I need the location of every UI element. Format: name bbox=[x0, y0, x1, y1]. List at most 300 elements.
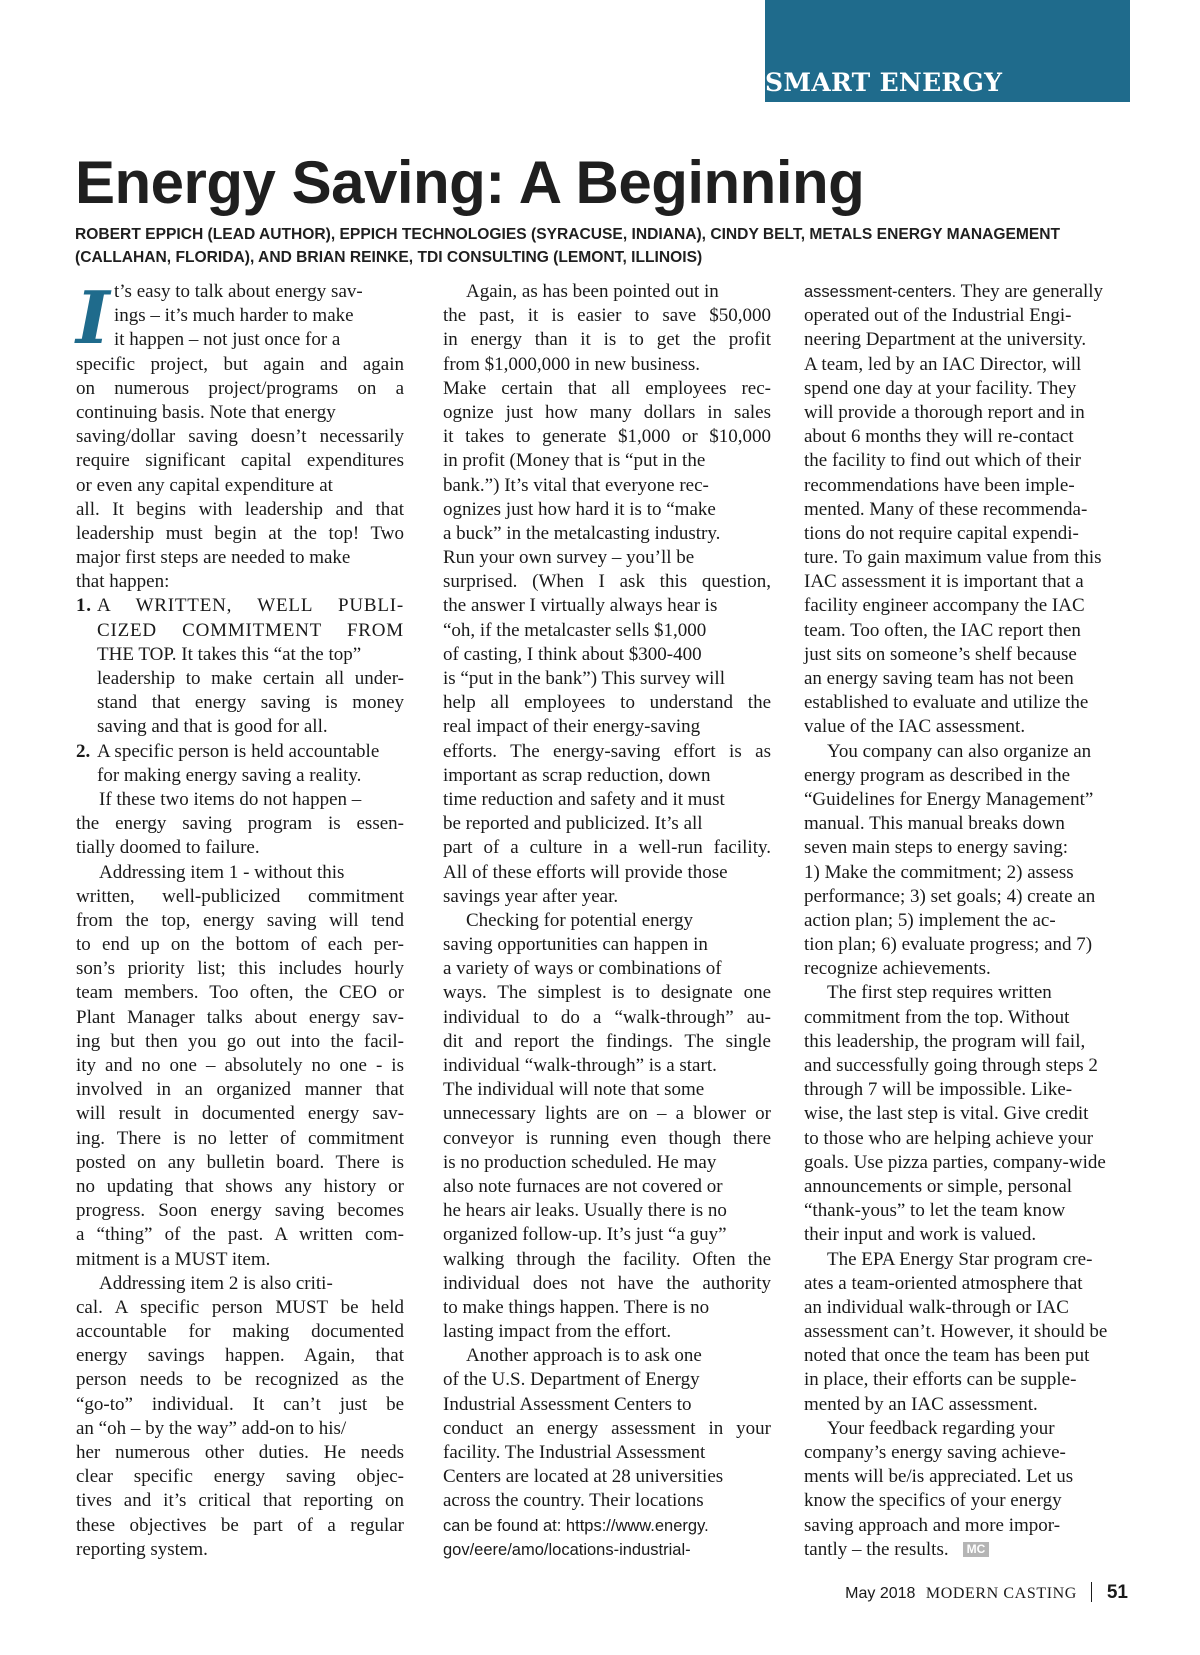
text-line bbox=[443, 353, 771, 377]
text-line bbox=[804, 425, 1132, 449]
text-line bbox=[76, 933, 404, 957]
text-line bbox=[76, 1102, 404, 1126]
text-line bbox=[76, 474, 404, 498]
text-line bbox=[443, 1441, 771, 1465]
line-text: involved in an organized manner that bbox=[76, 1079, 404, 1101]
text-line bbox=[804, 836, 1132, 860]
page-footer bbox=[845, 1582, 1128, 1604]
text-line bbox=[804, 715, 1132, 739]
text-line bbox=[76, 546, 404, 570]
line-text: mitment is a MUST item. bbox=[76, 1248, 271, 1270]
text-line bbox=[804, 812, 1132, 836]
text-line bbox=[76, 667, 404, 691]
line-text: across the country. Their locations bbox=[443, 1490, 704, 1512]
line-text: tion plan; 6) evaluate progress; and 7) bbox=[804, 934, 1093, 956]
line-text: All of these efforts will provide those bbox=[443, 861, 728, 883]
text-line bbox=[76, 1272, 404, 1296]
line-text: goals. Use pizza parties, company-wide bbox=[804, 1151, 1106, 1173]
text-line bbox=[804, 449, 1132, 473]
line-text: stand that energy saving is money bbox=[97, 692, 404, 714]
text-line bbox=[804, 1030, 1132, 1054]
text-line bbox=[804, 1296, 1132, 1320]
text-line bbox=[804, 546, 1132, 570]
text-line bbox=[443, 1175, 771, 1199]
text-line bbox=[443, 1127, 771, 1151]
line-text: progress. Soon energy saving becomes bbox=[76, 1200, 404, 1222]
end-mark: MC bbox=[963, 1542, 990, 1557]
line-text: all. It begins with leadership and that bbox=[76, 498, 404, 520]
text-fragment: They are generally bbox=[956, 281, 1104, 302]
text-line bbox=[443, 715, 771, 739]
line-text: tially doomed to failure. bbox=[76, 837, 260, 859]
text-line bbox=[443, 1151, 771, 1175]
issue-date: May 2018 bbox=[845, 1585, 916, 1602]
text-line bbox=[76, 619, 404, 643]
line-text: manual. This manual breaks down bbox=[804, 813, 1065, 835]
text-line bbox=[443, 1030, 771, 1054]
text-line bbox=[443, 280, 771, 304]
text-line bbox=[804, 353, 1132, 377]
line-text: saving/dollar saving doesn’t necessarily bbox=[76, 426, 404, 448]
line-text: unnecessary lights are on – a blower or bbox=[443, 1103, 771, 1125]
text-line bbox=[76, 449, 404, 473]
line-text: facility engineer accompany the IAC bbox=[804, 595, 1085, 617]
text-line bbox=[76, 353, 404, 377]
line-text: saving opportunities can happen in bbox=[443, 934, 708, 956]
text-line bbox=[76, 788, 404, 812]
text-line bbox=[804, 1199, 1132, 1223]
line-text: walking through the facility. Often the bbox=[443, 1248, 771, 1270]
line-text: know the specifics of your energy bbox=[804, 1490, 1062, 1512]
line-text: continuing basis. Note that energy bbox=[76, 401, 336, 423]
line-text: efforts. The energy-saving effort is as bbox=[443, 740, 771, 762]
text-line bbox=[804, 740, 1132, 764]
line-text: value of the IAC assessment. bbox=[804, 716, 1026, 738]
line-text: be reported and publicized. It’s all bbox=[443, 813, 703, 835]
line-text: leadership must begin at the top! Two bbox=[76, 522, 404, 544]
line-text: from $1,000,000 in new business. bbox=[443, 353, 701, 375]
text-line bbox=[804, 788, 1132, 812]
text-line bbox=[443, 909, 771, 933]
text-line bbox=[443, 449, 771, 473]
text-line bbox=[443, 328, 771, 352]
line-text: ates a team-oriented atmosphere that bbox=[804, 1272, 1083, 1294]
line-text: saving approach and more impor- bbox=[804, 1514, 1061, 1536]
line-text: it happen – not just once for a bbox=[114, 329, 341, 351]
text-line bbox=[76, 1296, 404, 1320]
line-text: mented by an IAC assessment. bbox=[804, 1393, 1038, 1415]
text-line bbox=[804, 328, 1132, 352]
line-text: in profit (Money that is “put in the bbox=[443, 450, 706, 472]
line-text: Run your own survey – you’ll be bbox=[443, 547, 695, 569]
line-text: saving and that is good for all. bbox=[97, 716, 328, 738]
text-line bbox=[76, 1538, 404, 1562]
text-line bbox=[76, 1151, 404, 1175]
text-line bbox=[804, 1417, 1132, 1441]
line-text: tives and it’s critical that reporting on bbox=[76, 1490, 404, 1512]
text-line bbox=[76, 1489, 404, 1513]
text-line bbox=[76, 594, 404, 618]
line-text: her numerous other duties. He needs bbox=[76, 1442, 404, 1463]
line-text: of the U.S. Department of Energy bbox=[443, 1369, 700, 1391]
text-line bbox=[804, 1102, 1132, 1126]
text-line bbox=[804, 594, 1132, 618]
text-line bbox=[443, 691, 771, 715]
text-line bbox=[76, 1078, 404, 1102]
text-line bbox=[443, 1054, 771, 1078]
text-line bbox=[443, 1102, 771, 1126]
line-text: individual “walk-through” is a start. bbox=[443, 1055, 717, 1076]
text-line bbox=[443, 498, 771, 522]
line-text: the answer I virtually always hear is bbox=[443, 595, 718, 617]
text-line bbox=[76, 570, 404, 594]
text-line bbox=[443, 1223, 771, 1247]
line-text: announcements or simple, personal bbox=[804, 1175, 1073, 1197]
text-line bbox=[76, 1199, 404, 1223]
line-text: leadership to make certain all under- bbox=[97, 668, 404, 689]
line-text: to make things happen. There is no bbox=[443, 1296, 710, 1318]
line-text: surprised. (When I ask this question, bbox=[443, 571, 771, 593]
line-text: lasting impact from the effort. bbox=[443, 1321, 672, 1343]
text-line bbox=[76, 1417, 404, 1441]
line-text: no updating that shows any history or bbox=[76, 1175, 404, 1197]
text-line bbox=[443, 740, 771, 764]
text-line bbox=[443, 1006, 771, 1030]
line-text: cal. A specific person MUST be held bbox=[76, 1296, 404, 1318]
line-text: action plan; 5) implement the ac- bbox=[804, 909, 1056, 931]
text-line bbox=[76, 764, 404, 788]
text-line bbox=[443, 1248, 771, 1272]
line-text: will provide a thorough report and in bbox=[804, 401, 1085, 423]
line-text: ognize just how many dollars in sales bbox=[443, 401, 771, 423]
line-text: conduct an energy assessment in your bbox=[443, 1417, 771, 1439]
line-text: important as scrap reduction, down bbox=[443, 764, 711, 786]
line-text: major first steps are needed to make bbox=[76, 547, 351, 569]
page-number: 51 bbox=[1106, 1582, 1128, 1603]
text-line bbox=[804, 1272, 1132, 1296]
text-line bbox=[76, 957, 404, 981]
text-line bbox=[804, 1248, 1132, 1272]
text-line bbox=[76, 909, 404, 933]
line-text: written, well-publicized commitment bbox=[76, 885, 404, 907]
line-text: established to evaluate and utilize the bbox=[804, 692, 1089, 714]
text-line bbox=[76, 740, 404, 764]
article-column-1 bbox=[76, 275, 404, 1562]
line-text: of casting, I think about $300-400 bbox=[443, 643, 702, 665]
line-text: team. Too often, the IAC report then bbox=[804, 619, 1081, 641]
text-line bbox=[804, 1344, 1132, 1368]
line-text: for making energy saving a reality. bbox=[97, 764, 362, 786]
line-text: can be found at: https://www.energy. bbox=[443, 1516, 709, 1535]
text-line bbox=[804, 1223, 1132, 1247]
text-line bbox=[443, 304, 771, 328]
text-line bbox=[804, 1127, 1132, 1151]
line-text: posted on any bulletin board. There is bbox=[76, 1151, 404, 1173]
line-text: performance; 3) set goals; 4) create an bbox=[804, 885, 1096, 907]
text-line bbox=[76, 1393, 404, 1417]
line-text: the facility to find out which of their bbox=[804, 450, 1082, 472]
line-text: Checking for potential energy bbox=[466, 909, 694, 931]
text-line bbox=[76, 1344, 404, 1368]
line-text: person needs to be recognized as the bbox=[76, 1369, 404, 1391]
line-text: an “oh – by the way” add-on to his/ bbox=[76, 1417, 347, 1439]
text-line bbox=[804, 377, 1132, 401]
line-text: or even any capital expenditure at bbox=[76, 474, 333, 496]
line-text: ing but then you go out into the facil- bbox=[76, 1030, 404, 1052]
text-line bbox=[443, 812, 771, 836]
line-text: through 7 will be impossible. Like- bbox=[804, 1079, 1073, 1101]
text-line bbox=[76, 1006, 404, 1030]
line-text: savings year after year. bbox=[443, 885, 619, 907]
line-text: energy savings happen. Again, that bbox=[76, 1345, 404, 1367]
text-line bbox=[804, 1006, 1132, 1030]
line-text: on numerous project/programs on a bbox=[76, 377, 404, 399]
text-line bbox=[443, 1368, 771, 1392]
line-text: an energy saving team has not been bbox=[804, 668, 1074, 689]
line-text: t’s easy to talk about energy sav- bbox=[114, 281, 363, 302]
line-text: mented. Many of these recommenda- bbox=[804, 498, 1088, 520]
text-line bbox=[443, 594, 771, 618]
line-text: son’s priority list; this includes hourly bbox=[76, 958, 404, 980]
text-line bbox=[443, 1199, 771, 1223]
line-text: Make certain that all employees rec- bbox=[443, 377, 771, 399]
line-text: The EPA Energy Star program cre- bbox=[827, 1248, 1093, 1270]
text-line bbox=[804, 522, 1132, 546]
text-line bbox=[804, 667, 1132, 691]
line-text: conveyor is running even though there bbox=[443, 1127, 771, 1149]
text-line bbox=[443, 957, 771, 981]
text-line bbox=[443, 1320, 771, 1344]
text-line bbox=[76, 691, 404, 715]
publication-name: MODERN CASTING bbox=[925, 1585, 1077, 1602]
line-text: company’s energy saving achieve- bbox=[804, 1442, 1066, 1463]
line-text: assessment can’t. However, it should be bbox=[804, 1321, 1108, 1343]
text-line bbox=[443, 788, 771, 812]
footer-divider bbox=[1091, 1582, 1092, 1602]
text-line bbox=[76, 836, 404, 860]
list-number: 1. bbox=[76, 595, 92, 617]
line-text: The individual will note that some bbox=[443, 1079, 705, 1101]
line-text: noted that once the team has been put bbox=[804, 1345, 1090, 1367]
line-text: the energy saving program is essen- bbox=[76, 813, 404, 835]
article-column-3 bbox=[804, 280, 1132, 1562]
text-line bbox=[443, 981, 771, 1005]
line-text: team members. Too often, the CEO or bbox=[76, 982, 404, 1004]
article-column-2 bbox=[443, 280, 771, 1562]
line-text: about 6 months they will re-contact bbox=[804, 426, 1074, 448]
line-text: this leadership, the program will fail, bbox=[804, 1030, 1086, 1052]
text-line bbox=[443, 570, 771, 594]
line-text: ings – it’s much harder to make bbox=[114, 305, 354, 327]
line-text: help all employees to understand the bbox=[443, 692, 771, 714]
text-line bbox=[443, 1465, 771, 1489]
text-line bbox=[804, 1151, 1132, 1175]
byline-line: (CALLAHAN, FLORIDA), AND BRIAN REINKE, TDI CONSULTING (LEMONT, ILLINOIS) bbox=[75, 249, 703, 266]
line-text: dit and report the findings. The single bbox=[443, 1030, 771, 1052]
text-line bbox=[804, 1465, 1132, 1489]
text-line bbox=[804, 691, 1132, 715]
text-line bbox=[804, 1175, 1132, 1199]
line-text: neering Department at the university. bbox=[804, 329, 1087, 351]
text-line bbox=[76, 1223, 404, 1247]
text-line bbox=[804, 933, 1132, 957]
line-text: Centers are located at 28 universities bbox=[443, 1466, 724, 1488]
line-text: specific project, but again and again bbox=[76, 353, 404, 375]
text-line bbox=[76, 715, 404, 739]
text-line bbox=[443, 667, 771, 691]
text-line bbox=[443, 474, 771, 498]
text-line bbox=[443, 1344, 771, 1368]
text-line bbox=[76, 981, 404, 1005]
text-line bbox=[76, 522, 404, 546]
text-line bbox=[443, 377, 771, 401]
line-text: operated out of the Industrial Engi- bbox=[804, 305, 1072, 327]
section-label: SMART ENERGY bbox=[765, 68, 1003, 97]
line-text: ways. The simplest is to designate one bbox=[443, 982, 771, 1004]
line-text: facility. The Industrial Assessment bbox=[443, 1442, 706, 1463]
text-line bbox=[443, 1489, 771, 1513]
text-line bbox=[804, 474, 1132, 498]
drop-cap: I bbox=[76, 275, 110, 360]
line-text: A specific person is held accountable bbox=[97, 740, 380, 762]
text-line bbox=[443, 836, 771, 860]
text-line bbox=[804, 1078, 1132, 1102]
text-line bbox=[76, 1514, 404, 1538]
text-line bbox=[804, 1393, 1132, 1417]
line-text: just sits on someone’s shelf because bbox=[804, 643, 1077, 665]
line-text: “Guidelines for Energy Management” bbox=[804, 788, 1094, 810]
line-text: CIZED COMMITMENT FROM bbox=[97, 619, 404, 641]
line-text: energy program as described in the bbox=[804, 764, 1071, 786]
line-text: The first step requires written bbox=[827, 982, 1052, 1004]
line-text: recommendations have been imple- bbox=[804, 474, 1075, 496]
line-text: gov/eere/amo/locations-industrial- bbox=[443, 1540, 691, 1559]
line-text: recognize achievements. bbox=[804, 958, 991, 980]
text-line bbox=[76, 1175, 404, 1199]
text-line bbox=[804, 619, 1132, 643]
line-text: from the top, energy saving will tend bbox=[76, 909, 404, 931]
article-headline: Energy Saving: A Beginning bbox=[75, 149, 865, 216]
line-text: these objectives be part of a regular bbox=[76, 1514, 404, 1536]
line-text: ture. To gain maximum value from this bbox=[804, 547, 1102, 569]
line-text: ing. There is no letter of commitment bbox=[76, 1127, 404, 1149]
text-line bbox=[76, 280, 404, 304]
text-line bbox=[76, 1320, 404, 1344]
line-text: reporting system. bbox=[76, 1538, 208, 1560]
text-line bbox=[804, 304, 1132, 328]
line-text: and successfully going through steps 2 bbox=[804, 1055, 1098, 1076]
line-text: to end up on the bottom of each per- bbox=[76, 934, 404, 956]
line-text: ments will be/is appreciated. Let us bbox=[804, 1466, 1074, 1488]
line-text: will result in documented energy sav- bbox=[76, 1103, 404, 1125]
text-line bbox=[804, 498, 1132, 522]
text-line bbox=[804, 401, 1132, 425]
author-byline bbox=[75, 223, 1130, 269]
text-line bbox=[76, 1441, 404, 1465]
line-text: tions do not require capital expendi- bbox=[804, 522, 1079, 544]
text-line bbox=[804, 1320, 1132, 1344]
line-text: the past, it is easier to save $50,000 bbox=[443, 305, 771, 327]
url-fragment: assessment-centers. bbox=[804, 283, 957, 301]
line-text: organized follow-up. It’s just “a guy” bbox=[443, 1224, 727, 1246]
line-text: a buck” in the metalcasting industry. bbox=[443, 522, 721, 544]
text-line bbox=[804, 643, 1132, 667]
line-text: commitment from the top. Without bbox=[804, 1006, 1070, 1028]
text-line bbox=[76, 1127, 404, 1151]
line-text: Another approach is to ask one bbox=[466, 1345, 702, 1367]
text-line bbox=[804, 885, 1132, 909]
line-text: Again, as has been pointed out in bbox=[466, 281, 719, 302]
line-text: accountable for making documented bbox=[76, 1321, 404, 1343]
line-text: their input and work is valued. bbox=[804, 1224, 1037, 1246]
line-text: a “thing” of the past. A written com- bbox=[76, 1224, 404, 1246]
line-text: in energy than it is to get the profit bbox=[443, 329, 771, 351]
text-line bbox=[443, 764, 771, 788]
line-text: THE TOP. It takes this “at the top” bbox=[97, 643, 362, 665]
line-text: individual to do a “walk-through” au- bbox=[443, 1006, 771, 1028]
text-line bbox=[443, 401, 771, 425]
text-line bbox=[804, 909, 1132, 933]
line-text: “go-to” individual. It can’t just be bbox=[76, 1393, 404, 1415]
text-line bbox=[443, 1514, 771, 1538]
line-text: in place, their efforts can be supple- bbox=[804, 1369, 1077, 1391]
line-text: A team, led by an IAC Director, will bbox=[804, 353, 1082, 375]
text-line bbox=[76, 328, 404, 352]
line-text: a variety of ways or combinations of bbox=[443, 958, 722, 980]
line-text: A WRITTEN, WELL PUBLI- bbox=[97, 595, 404, 617]
line-text: that happen: bbox=[76, 571, 170, 593]
text-line bbox=[804, 861, 1132, 885]
line-text: If these two items do not happen – bbox=[99, 788, 362, 810]
text-line bbox=[443, 1272, 771, 1296]
text-line bbox=[76, 1248, 404, 1272]
line-text: Plant Manager talks about energy sav- bbox=[76, 1006, 404, 1028]
text-line bbox=[76, 1030, 404, 1054]
text-line bbox=[443, 1296, 771, 1320]
line-text: 1) Make the commitment; 2) assess bbox=[804, 861, 1074, 883]
text-line bbox=[804, 280, 1132, 304]
line-text: “thank-yous” to let the team know bbox=[804, 1200, 1066, 1222]
text-line bbox=[76, 643, 404, 667]
text-line bbox=[804, 1514, 1132, 1538]
text-line bbox=[804, 1489, 1132, 1513]
text-line bbox=[804, 957, 1132, 981]
line-text: time reduction and safety and it must bbox=[443, 788, 725, 810]
text-line bbox=[76, 885, 404, 909]
text-line bbox=[443, 1393, 771, 1417]
text-line bbox=[804, 1538, 1132, 1562]
line-text: individual does not have the authority bbox=[443, 1272, 771, 1294]
line-text: spend one day at your facility. They bbox=[804, 377, 1077, 399]
line-text: an individual walk-through or IAC bbox=[804, 1296, 1069, 1318]
text-line bbox=[443, 643, 771, 667]
text-line bbox=[443, 522, 771, 546]
line-text: Industrial Assessment Centers to bbox=[443, 1393, 692, 1415]
line-text: Addressing item 2 is also criti- bbox=[99, 1272, 333, 1294]
line-text: real impact of their energy-saving bbox=[443, 716, 701, 738]
line-text: is no production scheduled. He may bbox=[443, 1151, 717, 1173]
text-line bbox=[804, 570, 1132, 594]
text-line bbox=[76, 1368, 404, 1392]
text-line bbox=[443, 933, 771, 957]
text-line bbox=[804, 1368, 1132, 1392]
line-text: seven main steps to energy saving: bbox=[804, 837, 1069, 859]
text-line bbox=[804, 981, 1132, 1005]
line-text: to those who are helping achieve your bbox=[804, 1127, 1094, 1149]
line-text: IAC assessment it is important that a bbox=[804, 571, 1084, 593]
line-text: it takes to generate $1,000 or $10,000 bbox=[443, 426, 771, 448]
text-line bbox=[76, 812, 404, 836]
